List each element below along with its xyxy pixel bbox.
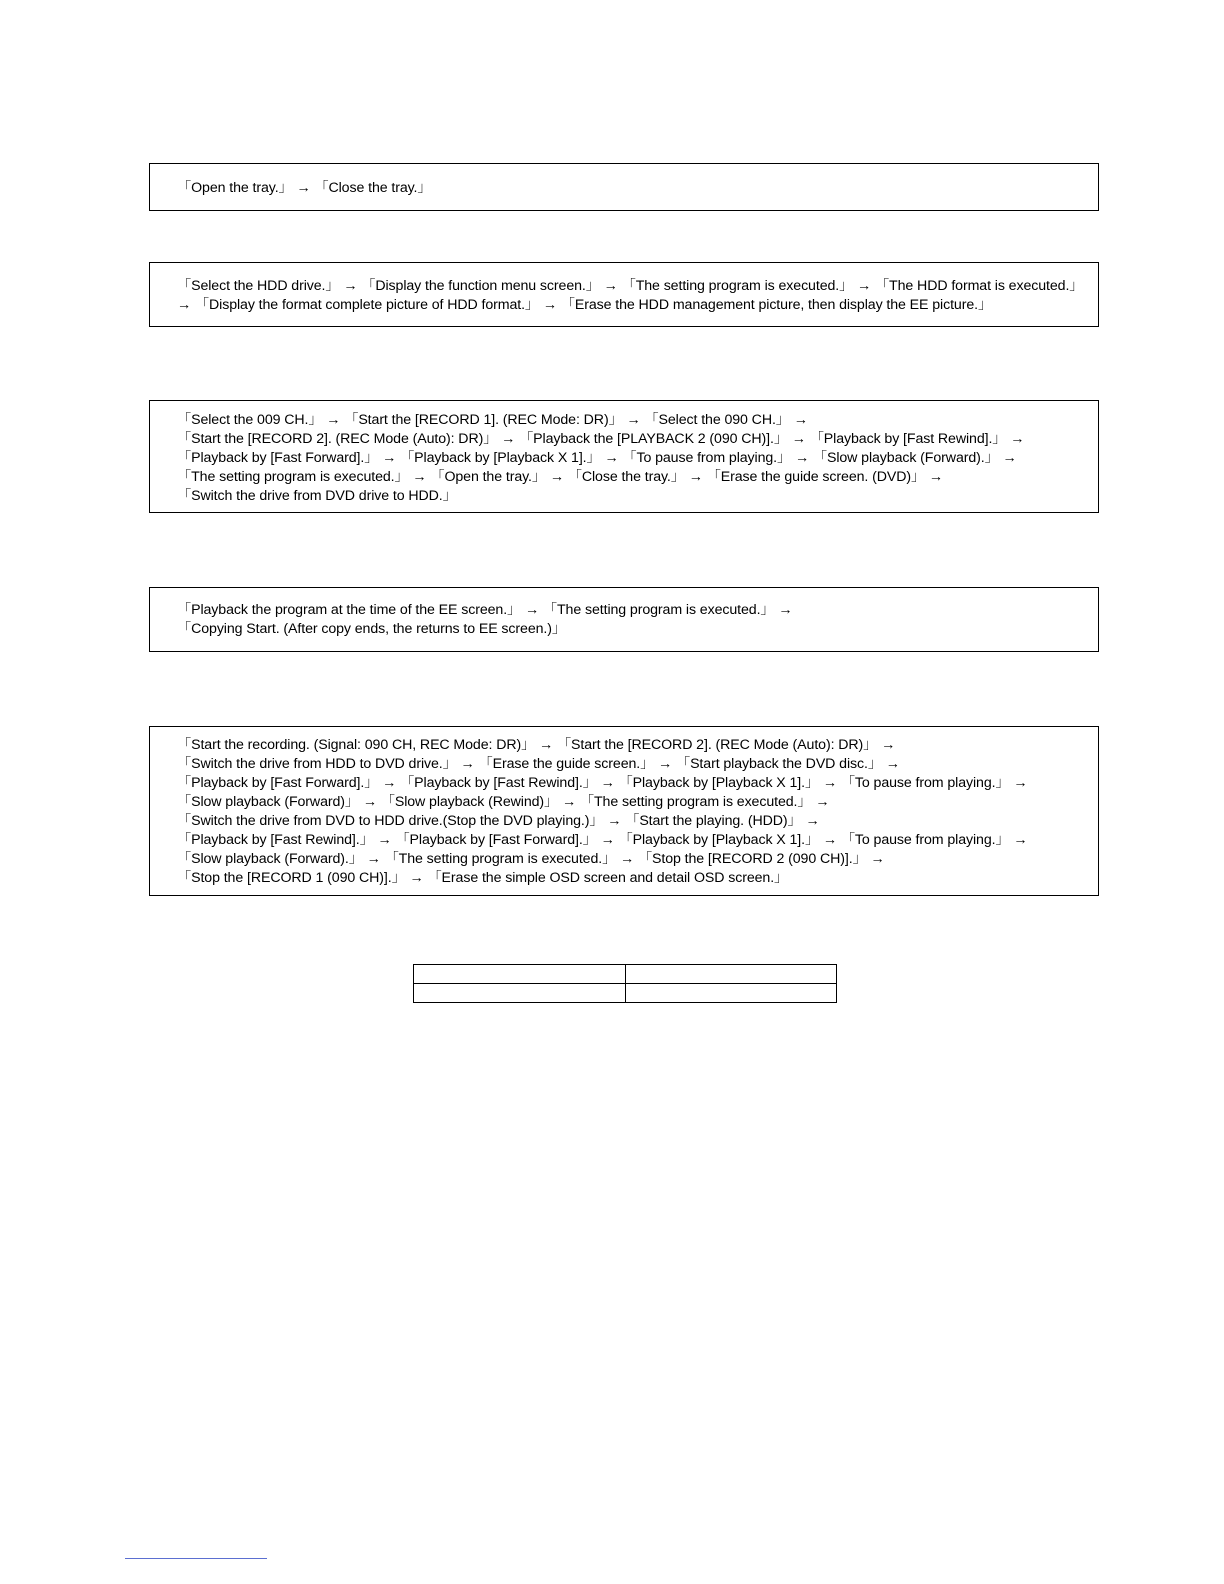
sequence-line: 「Playback by [Fast Forward].」 → 「Playback by [Playback X 1].」 → 「To pause from playing.」 → 「Slow playback (Forward).」 → — [177, 450, 1017, 466]
sequence-line: 「Playback the program at the time of the EE screen.」 → 「The setting program is executed.」 → — [177, 602, 793, 618]
table-row — [414, 984, 837, 1003]
sequence-line: 「Copying Start. (After copy ends, the returns to EE screen.)」 — [177, 621, 566, 637]
sequence-line: 「Playback by [Fast Rewind].」 → 「Playback by [Fast Forward].」 → 「Playback by [Playback X 1].」 → 「To pause from playing.」 → — [177, 832, 1028, 848]
sequence-line: 「Slow playback (Forward).」 → 「The setting program is executed.」 → 「Stop the [RECORD 2 (090 CH)].」 → — [177, 851, 885, 867]
empty-table — [413, 964, 837, 1003]
table-cell — [414, 984, 626, 1003]
sequence-line: → 「Display the format complete picture of HDD format.」 → 「Erase the HDD management picture, then display the EE picture.」 — [177, 297, 993, 313]
sequence-box-record-playback — [149, 400, 1099, 513]
table-cell — [414, 965, 626, 984]
sequence-line: 「Start the recording. (Signal: 090 CH, REC Mode: DR)」 → 「Start the [RECORD 2]. (REC Mode (Auto): DR)」 → — [177, 737, 896, 753]
sequence-line: 「Playback by [Fast Forward].」 → 「Playback by [Fast Rewind].」 → 「Playback by [Playback X 1].」 → 「To pause from playing.」 → — [177, 775, 1028, 791]
sequence-box-dvd-hdd-playback — [149, 726, 1099, 896]
table-cell — [625, 965, 837, 984]
sequence-box-hdd-format — [149, 262, 1099, 327]
sequence-box-copy — [149, 587, 1099, 652]
sequence-line: 「Slow playback (Forward)」 → 「Slow playback (Rewind)」 → 「The setting program is executed.」 → — [177, 794, 830, 810]
sequence-line: 「Select the HDD drive.」 → 「Display the function menu screen.」 → 「The setting program is executed.」 → 「The HDD format is executed.」 — [177, 278, 1084, 294]
footnote-divider — [125, 1558, 267, 1559]
sequence-line: 「Start the [RECORD 2]. (REC Mode (Auto): DR)」 → 「Playback the [PLAYBACK 2 (090 CH)].」 → 「Playback by [Fast Rewind].」 → — [177, 431, 1025, 447]
table-cell — [625, 984, 837, 1003]
sequence-line: 「Switch the drive from DVD drive to HDD.」 — [177, 488, 457, 504]
sequence-box-tray — [149, 163, 1099, 211]
sequence-line: 「Open the tray.」 → 「Close the tray.」 — [177, 180, 432, 196]
table-row — [414, 965, 837, 984]
sequence-line: 「The setting program is executed.」 → 「Open the tray.」 → 「Close the tray.」 → 「Erase the guide screen. (DVD)」 → — [177, 469, 944, 485]
sequence-line: 「Switch the drive from DVD to HDD drive.(Stop the DVD playing.)」 → 「Start the playing. (HDD)」 → — [177, 813, 820, 829]
sequence-line: 「Stop the [RECORD 1 (090 CH)].」 → 「Erase the simple OSD screen and detail OSD screen.」 — [177, 870, 789, 886]
sequence-line: 「Select the 009 CH.」 → 「Start the [RECORD 1]. (REC Mode: DR)」 → 「Select the 090 CH.」 → — [177, 412, 808, 428]
sequence-line: 「Switch the drive from HDD to DVD drive.」 → 「Erase the guide screen.」 → 「Start playback the DVD disc.」 → — [177, 756, 900, 772]
